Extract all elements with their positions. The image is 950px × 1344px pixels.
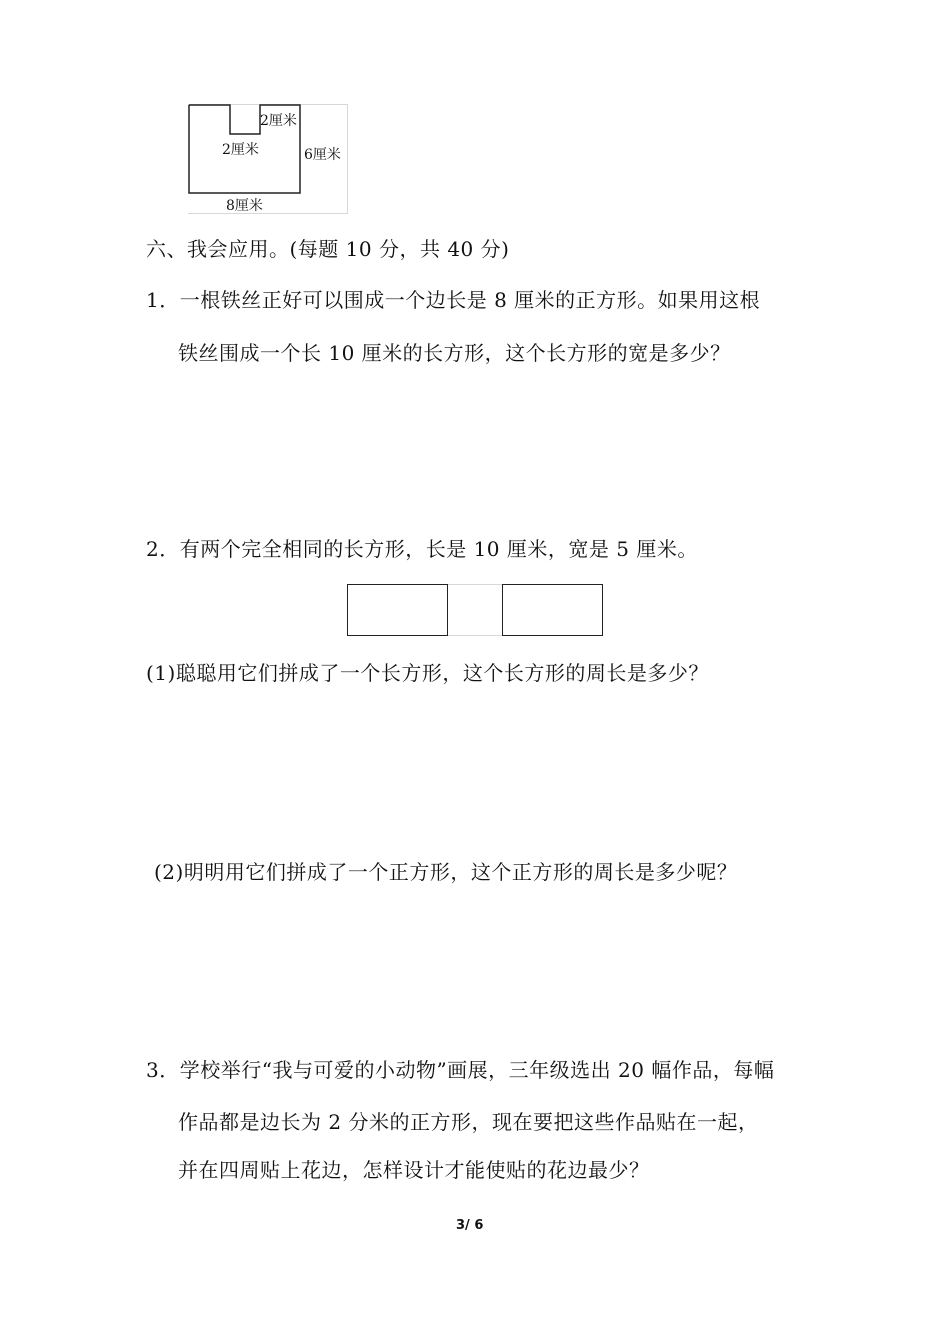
question-2-part-1: (1)聪聪用它们拼成了一个长方形，这个长方形的周长是多少？ (146, 661, 709, 685)
rect-gap-bottom (448, 635, 503, 636)
question-3-line-2: 作品都是边长为 2 分米的正方形，现在要把这些作品贴在一起， (178, 1110, 759, 1134)
label-height: 6厘米 (304, 147, 341, 163)
rectangle-right (502, 584, 603, 636)
figure-frame-bottom (188, 213, 348, 214)
label-width: 8厘米 (226, 198, 263, 214)
question-2-stem: 2．有两个完全相同的长方形，长是 10 厘米，宽是 5 厘米。 (146, 537, 698, 561)
figure-frame-right (347, 104, 348, 214)
question-1-line-2: 铁丝围成一个长 10 厘米的长方形，这个长方形的宽是多少？ (178, 341, 731, 365)
label-notch-side: 2厘米 (260, 113, 297, 129)
rectangle-left (347, 584, 448, 636)
question-3-line-3: 并在四周贴上花边，怎样设计才能使贴的花边最少？ (178, 1158, 650, 1182)
question-2-part-2: (2)明明用它们拼成了一个正方形，这个正方形的周长是多少呢？ (154, 860, 738, 884)
label-notch-width: 2厘米 (222, 142, 259, 158)
rect-gap-top (448, 584, 503, 585)
question-3-line-1: 3．学校举行“我与可爱的小动物”画展，三年级选出 20 幅作品，每幅 (146, 1058, 775, 1082)
section-heading: 六、我会应用。(每题 10 分，共 40 分) (146, 237, 510, 261)
question-1-line-1: 1．一根铁丝正好可以围成一个边长是 8 厘米的正方形。如果用这根 (146, 288, 761, 312)
page-number: 3/ 6 (456, 1218, 484, 1233)
